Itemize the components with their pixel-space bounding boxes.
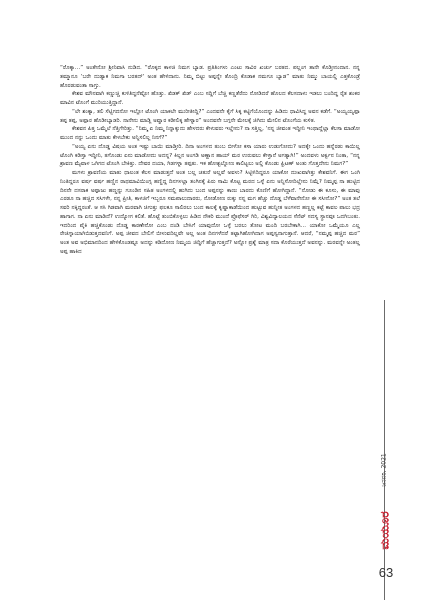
side-rail [368, 0, 404, 600]
article-paragraph-1: “ರೊಕ್ಕಾ…” ಅಂತೇನೋ ಶ್ರೀನಿವಾಸಿ ನುಡಿದ. “ರೊಕ್ಕದ ಕಾಳಜಿ ನಿಮಗ ಬ್ಯಾಡ. ಪ್ರತಿತಿಂಗಳು ಎಂಟು ಸಾವಿರ ಖರ್ಚು ಬರತದ. ಪಲ್ಲಂಗ ತಾನೇ ಕೊಡ್ತೀನಂದಾನ. ನನ್ನ ತಮ್ಮಾನೂ ‘ಬರೇ ದುಡ್ಯಾಕ ನಿಮಗಾ ಬರತದ್‘ ಅಂತ ಹೇಳಿದಾನು. ನಿಮ್ಮ ಬಿಟ್ಟು ಅಪ್ಪನ್ನೇ ತೊಂದ್ರಿ ಕೊಡಾಕ ನಮಗೂ ಬ್ಯಾಡ” ಮಾತು ನಿಮ್ಮು ಬಾಯಲ್ಲಿ ಎತ್ತಕೊಂಡ್ರೆ ಹೊರಡುವಂತಾ ಸಾಗ್ತು. [60, 65, 360, 89]
issue-date-text: ಜನವರಿ, 2021 [381, 453, 389, 487]
issue-date [374, 440, 396, 500]
article-paragraph-4: ಕೇಶವನ ಪಿತ್ತ ಒಮ್ಮೆಲೆ ನೆತ್ತಿಗೇರಿತ್ತು. “ನಿಮ್ಮ ಏ ನಿಮ್ಮ ನಿನ್ನಾಕ್ಕುದು ಹೇಳದರು ಕೇಳುವರು ಇಲ್ಲೇನು? ನಾ ಸತ್ತಿಲ್ಲ, ‘ನನ್ನ ಜೀವಂತ ಇದ್ದೀನಿ ಇಂಥಾದ್ದೆಲ್ಲಾ ಕೆಲಸಾ ಮಾಡೋ ಮುಂದ ನನ್ನು ಒಂದು ಮಾತು ಕೇಳಬೇಕು ಅನ್ನಿಸಲಿಲ್ಲ ನಿನಗೆ?” [60, 126, 361, 141]
magazine-logo [370, 505, 400, 555]
page-number: 63 [378, 565, 394, 580]
article-paragraph-2: ಕೇಶವ ಮೌನವಾಗಿ ಕಣ್ಣುಚ್ಚಿ ಕುಳಿತಿದ್ದನೆಷ್ಟೋ ಹೊತ್ತು. ಖಿಡಕ್ ಖಿಡ್ ಎಂಬ ಸದ್ದಿಗೆ ಬೆಚ್ಚಿ ಕಣ್ಣತೆರೆದು ನೋಡಿದರೆ ಹೊಲದ ಕೆಲಸದಾಳು ಇಡಲು ಬಂದಿದ್ದ ರೈತ ಶಂಕರ ಮಾವಿನ ಟೊಂಗೆ ಮುರಿಯುತ್ತಿದ್ದಾನೆ. [60, 91, 360, 106]
article-paragraph-3: “ಲೇ ಶಂಕ್ಯಾ, ತಲಿ ಸೆಟ್ಟಿಗದನೋ ಇಲ್ಲೋ ಟೊಂಗಿ ಯಾಕಲೇ ಮುರೀತೀದ್ದಿ?” ಎಂದವನೇ ಕೈಗೆ ಸಿಕ್ಕ ಕಟ್ಟಿಗೆಯೊಂದನ್ನು ಹಿಡಿದು ಧಾವಿಸಿದ್ದ ಅವನ ಕಡೆಗೆ. “ಅಯ್ಯಯ್ಯಪ್ಪಾ ತಪ್ಪ ತಪ್ಪ, ಅಪ್ಪಾರ ಹೊಡೀಬ್ಯಾಡರಿ. ನಾನೇನು ಮಾಡ್ಲಿ ಅವ್ವಾರ ಕಡೀಲಿಕ್ಕ ಹೇಳ್ಯಾರ” ಅಂದವನೇ ಬಗ್ಗನೇ ಮೇಲಕ್ಕೆ ಜಿಗಿದು ಮೇಲಿನ ಟೊಂಗೆಯ ಕುಳಿತ. [60, 108, 360, 124]
article-body [60, 64, 360, 257]
magazine-logo-text: ಮಯೂರ [377, 510, 392, 550]
article-paragraph-6: ಮಗಳು ಶ್ರಾವಣಿಯ ಮಾತು ಧಾಲಂತ ಕೆಲಸ ಮಾಡುತ್ತದೆ ಅಂತ ಬಲ್ಲ ಚತುರೆ ಅಲ್ಲವೆ ಅವಳು? ಸಿಟ್ಟಿಳಿದಿದ್ದರೂ ಯಾಕೋ ದುಃಖವಾಗಿತ್ತು ಕೇಶವನಿಗೆ. ಈಗ ಒಂಗಿ ನಿಂತಿದ್ದರೂ ವರ್ಷ ವರ್ಷ ಹಣ್ಣಿನ ರಾಥಮಾವಿಯಿಂಗ್ಸ ಹಣ್ಣಿದ್ದ ದಿನಗಳಲ್ಲಾ ತಂಗಿನಕ್ಕೆ ಪಿರು ಸಾಮಿ ಕೊಟ್ಟ ಮರದ ಒಳ್ಳೆ ಏನು ಅನ್ನಿಸೋದಿಲ್ಲೇನು ನಿಮ್ಗೆ? ನಿಮ್ಮಪ್ಪ ನಾ ಹುಟ್ಟಿದ ದಿನನೇ ದಸರಾಕ ಅಪ್ಪಾಜು ಹಣ್ಣನ್ನು ಗೂಂಡಿನ ಸಹಿತ ಅಂಗಳದಲ್ಲಿ ಹುಗಿದು ಬಂದ ಅಪ್ಪನನ್ನು ಕಾಣು ಬಾರದು ಕೊಣಿಗೆ ಹೋಗಿದ್ದಾನೆ. “ನೋಡು ಈ ಕೂಸು, ಈ ಮಾವು ಎರಡೂ ನಾ ಹಚ್ಚಿದ ಸಸಿಗಳೇ, ನನ್ನ ಪ್ರೀತಿ, ಕಾಳಜಿಗೆ ಇಬ್ಬರೂ ಸಮಪಾಲುದಾರರು, ನೋಡೋಣ ರುಕ್ಕು ನನ್ನ ಮಗ ಹೆಚ್ಚು ದೊಡ್ಡ ಬೆಳೆವಾನೇನೋ ಈ ಸಸೀನೋ?” ಅಂತ ತಲೆ ಸವರಿ ನಕ್ಕಿದ್ದರಂತೆ. ಆ ಸಸಿ ಗಿಡವಾಗಿ ಮರವಾಗಿ ಚಿಗುತ್ತು ಫಲಕೂ ಸಾಲಿರಲು ಬಂದ ಕಾಲಕ್ಕೆ ಕೃಷ್ಣಾಕಾಡೆಯಿಂದ ಹುಟ್ಟುವ ಹುನ್ನೀತ ಅಂಗಳದ ಹಣ್ಣಲ್ಲ ಕಟ್ಟೆ ಕಾವಲ ಪಾಲು ಭದ್ರ ಹಾಗಾಗ. ನಾ ಏನು ಮಾಡಿದೆ? ಉದ್ಯೋಗ ಕಲಿತೆ. ಹೊಟ್ಟೆ ತುಂಬಿಕೊಳ್ಳಲು ಹಿಡಿದ ನೌಕರಿ ಮುಂದೆ ಪ್ರೊಫೆಸರ್ ಗಿರಿ, ವಿಶ್ವವಿದ್ಯಾಲಯದ ಸೆನೆಟ್ ಸದಸ್ಯ ಸ್ಥಾನವೂ ಒದಗಿಬಂತು. ಇದರಿಂದ ಪೈಕಿ ಹಚ್ಚಿಕೊಂಡು ದೊಡ್ಡ ಕಾರಣೇನೋ ಎಂಬ ದಂಡಿ ಬೇಸಿಗೆ ಯಾವುದೋ ಒಳ್ಳೆ ಬರಲು ತೋಟ ಮಂದಿ ಬರಬೇಕಾಗಿ… ಯಾಕೋ ಒಮ್ಮೆಯೂ ಎಲ್ಲ ರೇಜಿಗ್ನಾಯಾಗಿಬಿಡುತ್ತದವನಿಗೆ. ಅಪ್ಪ ಜೀವದ ಬೇಲಿಗೆ ಬೀಳುವದಿಲ್ಲವೇ ಅಲ್ಲ ಅಂತ ದಿನಗಳೆದರೆ ತಟ್ಟಾಗಿಹೋಗಿದಾಗ ಅಪ್ಪಸ್ವನಾಗುತ್ತಾನೆ. ಆದರೆ, “ನಮ್ಮಪ್ಪ ಹಚ್ಚಿದ ಮರ” ಅಂತ ಅವ ಅಭಿಮಾನದಿಂದ ಹೇಳಿಕೊಂಡಷ್ಟೂ ಅದನ್ನು ಕಡಿದೋಣ ನಿಮ್ಮಯ ಜಿದ್ದಿಗೆ ಹೆಚ್ಚಾಗುತ್ತದೆ? ಅನ್ನೋ ಪ್ರಶ್ನೆ ಮಾತ್ರ ಸದಾ ಕೊರೆಯುತ್ತದೆ ಅವನನ್ನು. ಮರವನ್ನೇ ಅಂತಲ್ಲ ಅಪ್ಪ ಹಾಕಿದ [60, 170, 360, 255]
article-paragraph-5: “ಅಯ್ಯ ಏನು ದೊಡ್ಡ ವಿಷಯ ಅಂತ ಇಷ್ಟು ಬಾಯಿ ಮಾಡ್ತೀರಿ. ದಿನಾ ಅಂಗಳದ ತುಂಬ ಬೀಳೋ ಕಸಾ ಯಾರು ಉಡುಗೋದು? ಅದಕ್ಕೇ ಒಂದು ಹನ್ನೆರಡು ಕಾಯಿಲ್ಲ ಟೊಂಗಿ ಕಡಿಸ್ತಾ ಇದ್ದೀನಿ, ತಗೊಂಡು ಏನು ಮಾಡೋದು ಅದನ್ನ? ಕಿಲ್ಲನ ಅಂಗಡಿ ಅಣ್ಣಾನ ಹಾಯ್ ಮರ ಉರುವಲು ಕೇಳ್ತಾನೆ ಅಗತ್ಯಾಗಿ!” ಅಂದವಳು ಅರ್ಕ್ವನ ನಿಂತಾ, “ನನ್ನ ಶ್ರಾವಣ ಮ್ಯೆವಾಳ ಒಗಿಗದ ಟೊಂಗಿ ಬೇಕಿತ್ತು. ದೇವರ ದಯಾ, ಗಿಡಗಳ್ನಾ ತಪ್ಪತು. ಇಕ ಹೋಶ್ಟಲ್ನೋಣ ಕಾಲಿಟ್ಟಲು ಅಲ್ಲಿ ಕೊಂಡು ಫ್ರಿಟಣ್ ಅಂತು ಗೊತ್ತದೇನು ನಿಮಗ?” [60, 143, 360, 168]
